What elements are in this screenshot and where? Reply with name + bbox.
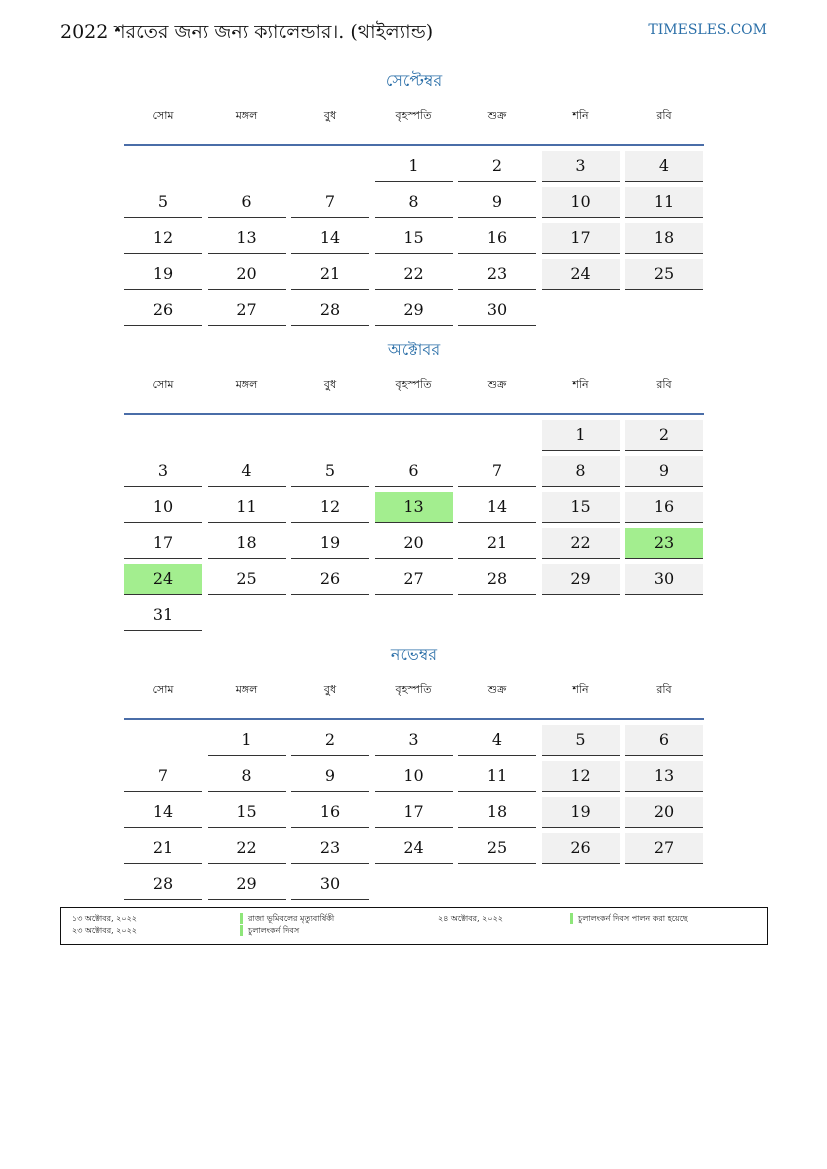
weekday-label: রবি <box>656 109 672 122</box>
weekday-label: বৃহস্পতি <box>395 109 432 122</box>
day-cell: 8 <box>208 761 286 792</box>
day-cell: 11 <box>458 761 536 792</box>
holiday-legend <box>60 907 768 945</box>
day-cell: 14 <box>124 797 202 828</box>
day-cell: 7 <box>124 761 202 792</box>
day-cell: 13 <box>208 223 286 254</box>
month-calendar <box>124 339 704 624</box>
weekday-label: শুক্র <box>487 683 507 696</box>
day-cell: 19 <box>124 259 202 290</box>
day-cell: 20 <box>208 259 286 290</box>
day-cell: 23 <box>291 833 369 864</box>
day-cell: 28 <box>458 564 536 595</box>
day-cell: 18 <box>458 797 536 828</box>
page-title: 2022 শরতের জন্য জন্য ক্যালেন্ডার।. (থাইল্যান্ড) <box>60 21 434 43</box>
day-cell: 17 <box>542 223 620 254</box>
day-cell: 6 <box>208 187 286 218</box>
legend-marker <box>240 913 243 924</box>
legend-holiday-name: রাজা ভূমিবলের মৃত্যুবার্ষিকী <box>248 914 335 923</box>
day-cell: 1 <box>208 725 286 756</box>
day-cell: 24 <box>375 833 453 864</box>
day-cell: 15 <box>542 492 620 523</box>
day-cell: 12 <box>124 223 202 254</box>
day-cell: 10 <box>542 187 620 218</box>
day-cell: 3 <box>542 151 620 182</box>
day-cell: 11 <box>625 187 703 218</box>
day-cell: 11 <box>208 492 286 523</box>
day-cell: 26 <box>542 833 620 864</box>
day-cell: 3 <box>375 725 453 756</box>
site-link[interactable]: TIMESLES.COM <box>648 22 767 38</box>
weekday-label: বুধ <box>323 109 337 122</box>
day-cell: 19 <box>542 797 620 828</box>
day-cell: 20 <box>375 528 453 559</box>
day-cell: 31 <box>124 600 202 631</box>
day-cell: 26 <box>124 295 202 326</box>
holiday-day-cell: 24 <box>124 564 202 595</box>
day-cell: 5 <box>542 725 620 756</box>
weekday-label: শুক্র <box>487 378 507 391</box>
day-cell: 9 <box>291 761 369 792</box>
legend-holiday-name: চুলালংকর্ন দিবস <box>248 926 300 935</box>
day-cell: 10 <box>375 761 453 792</box>
day-cell: 16 <box>291 797 369 828</box>
day-cell: 22 <box>208 833 286 864</box>
weekday-header <box>124 680 704 720</box>
weekday-header <box>124 375 704 415</box>
weekday-label: রবি <box>656 378 672 391</box>
day-cell: 1 <box>375 151 453 182</box>
day-cell: 12 <box>542 761 620 792</box>
legend-date: ২৩ অক্টোবর, ২০২২ <box>72 926 137 935</box>
day-cell: 7 <box>458 456 536 487</box>
day-cell: 30 <box>458 295 536 326</box>
legend-date: ১৩ অক্টোবর, ২০২২ <box>72 914 137 923</box>
weekday-label: বৃহস্পতি <box>395 378 432 391</box>
day-cell: 14 <box>458 492 536 523</box>
weekday-label: সোম <box>152 109 174 122</box>
day-cell: 22 <box>375 259 453 290</box>
weekday-label: শনি <box>572 378 589 391</box>
holiday-day-cell: 23 <box>625 528 703 559</box>
day-cell: 17 <box>124 528 202 559</box>
day-cell: 28 <box>291 295 369 326</box>
day-cell: 25 <box>625 259 703 290</box>
day-cell: 5 <box>124 187 202 218</box>
day-cell: 20 <box>625 797 703 828</box>
day-cell: 18 <box>625 223 703 254</box>
day-cell: 15 <box>208 797 286 828</box>
day-cell: 27 <box>375 564 453 595</box>
weekday-label: বৃহস্পতি <box>395 683 432 696</box>
day-cell: 9 <box>458 187 536 218</box>
day-cell: 30 <box>625 564 703 595</box>
weekday-label: শুক্র <box>487 109 507 122</box>
day-cell: 25 <box>208 564 286 595</box>
day-cell: 15 <box>375 223 453 254</box>
day-cell: 21 <box>291 259 369 290</box>
month-calendar <box>124 70 704 319</box>
day-cell: 30 <box>291 869 369 900</box>
day-cell: 5 <box>291 456 369 487</box>
day-cell: 21 <box>458 528 536 559</box>
day-cell: 25 <box>458 833 536 864</box>
day-cell: 26 <box>291 564 369 595</box>
day-cell: 18 <box>208 528 286 559</box>
day-cell: 2 <box>625 420 703 451</box>
day-cell: 27 <box>625 833 703 864</box>
day-cell: 6 <box>375 456 453 487</box>
weekday-label: মঙ্গল <box>235 683 258 696</box>
day-cell: 29 <box>375 295 453 326</box>
weekday-header <box>124 106 704 146</box>
day-cell: 28 <box>124 869 202 900</box>
weekday-label: মঙ্গল <box>235 378 258 391</box>
weekday-label: বুধ <box>323 378 337 391</box>
day-cell: 8 <box>542 456 620 487</box>
weekday-label: মঙ্গল <box>235 109 258 122</box>
day-cell: 1 <box>542 420 620 451</box>
legend-marker <box>570 913 573 924</box>
weekday-label: বুধ <box>323 683 337 696</box>
month-calendar <box>124 644 704 893</box>
legend-holiday-name: চুলালংকর্ন দিবস পালন করা হয়েছে <box>578 914 688 923</box>
day-cell: 14 <box>291 223 369 254</box>
weekday-label: রবি <box>656 683 672 696</box>
day-cell: 4 <box>458 725 536 756</box>
day-cell: 4 <box>625 151 703 182</box>
day-cell: 21 <box>124 833 202 864</box>
day-cell: 16 <box>458 223 536 254</box>
weekday-label: সোম <box>152 683 174 696</box>
day-cell: 16 <box>625 492 703 523</box>
day-cell: 13 <box>625 761 703 792</box>
day-cell: 29 <box>542 564 620 595</box>
weekday-label: শনি <box>572 683 589 696</box>
day-cell: 6 <box>625 725 703 756</box>
day-cell: 22 <box>542 528 620 559</box>
weekday-label: শনি <box>572 109 589 122</box>
day-cell: 27 <box>208 295 286 326</box>
holiday-day-cell: 13 <box>375 492 453 523</box>
day-cell: 10 <box>124 492 202 523</box>
day-cell: 19 <box>291 528 369 559</box>
day-cell: 2 <box>458 151 536 182</box>
month-title: অক্টোবর <box>387 340 441 359</box>
day-cell: 29 <box>208 869 286 900</box>
day-cell: 24 <box>542 259 620 290</box>
day-cell: 23 <box>458 259 536 290</box>
weekday-label: সোম <box>152 378 174 391</box>
legend-marker <box>240 925 243 936</box>
day-cell: 8 <box>375 187 453 218</box>
day-cell: 9 <box>625 456 703 487</box>
legend-date: ২৪ অক্টোবর, ২০২২ <box>438 914 503 923</box>
day-cell: 4 <box>208 456 286 487</box>
day-cell: 7 <box>291 187 369 218</box>
month-title: নভেম্বর <box>390 645 438 664</box>
month-title: সেপ্টেম্বর <box>385 71 443 90</box>
day-cell: 2 <box>291 725 369 756</box>
day-cell: 3 <box>124 456 202 487</box>
day-cell: 12 <box>291 492 369 523</box>
day-cell: 17 <box>375 797 453 828</box>
